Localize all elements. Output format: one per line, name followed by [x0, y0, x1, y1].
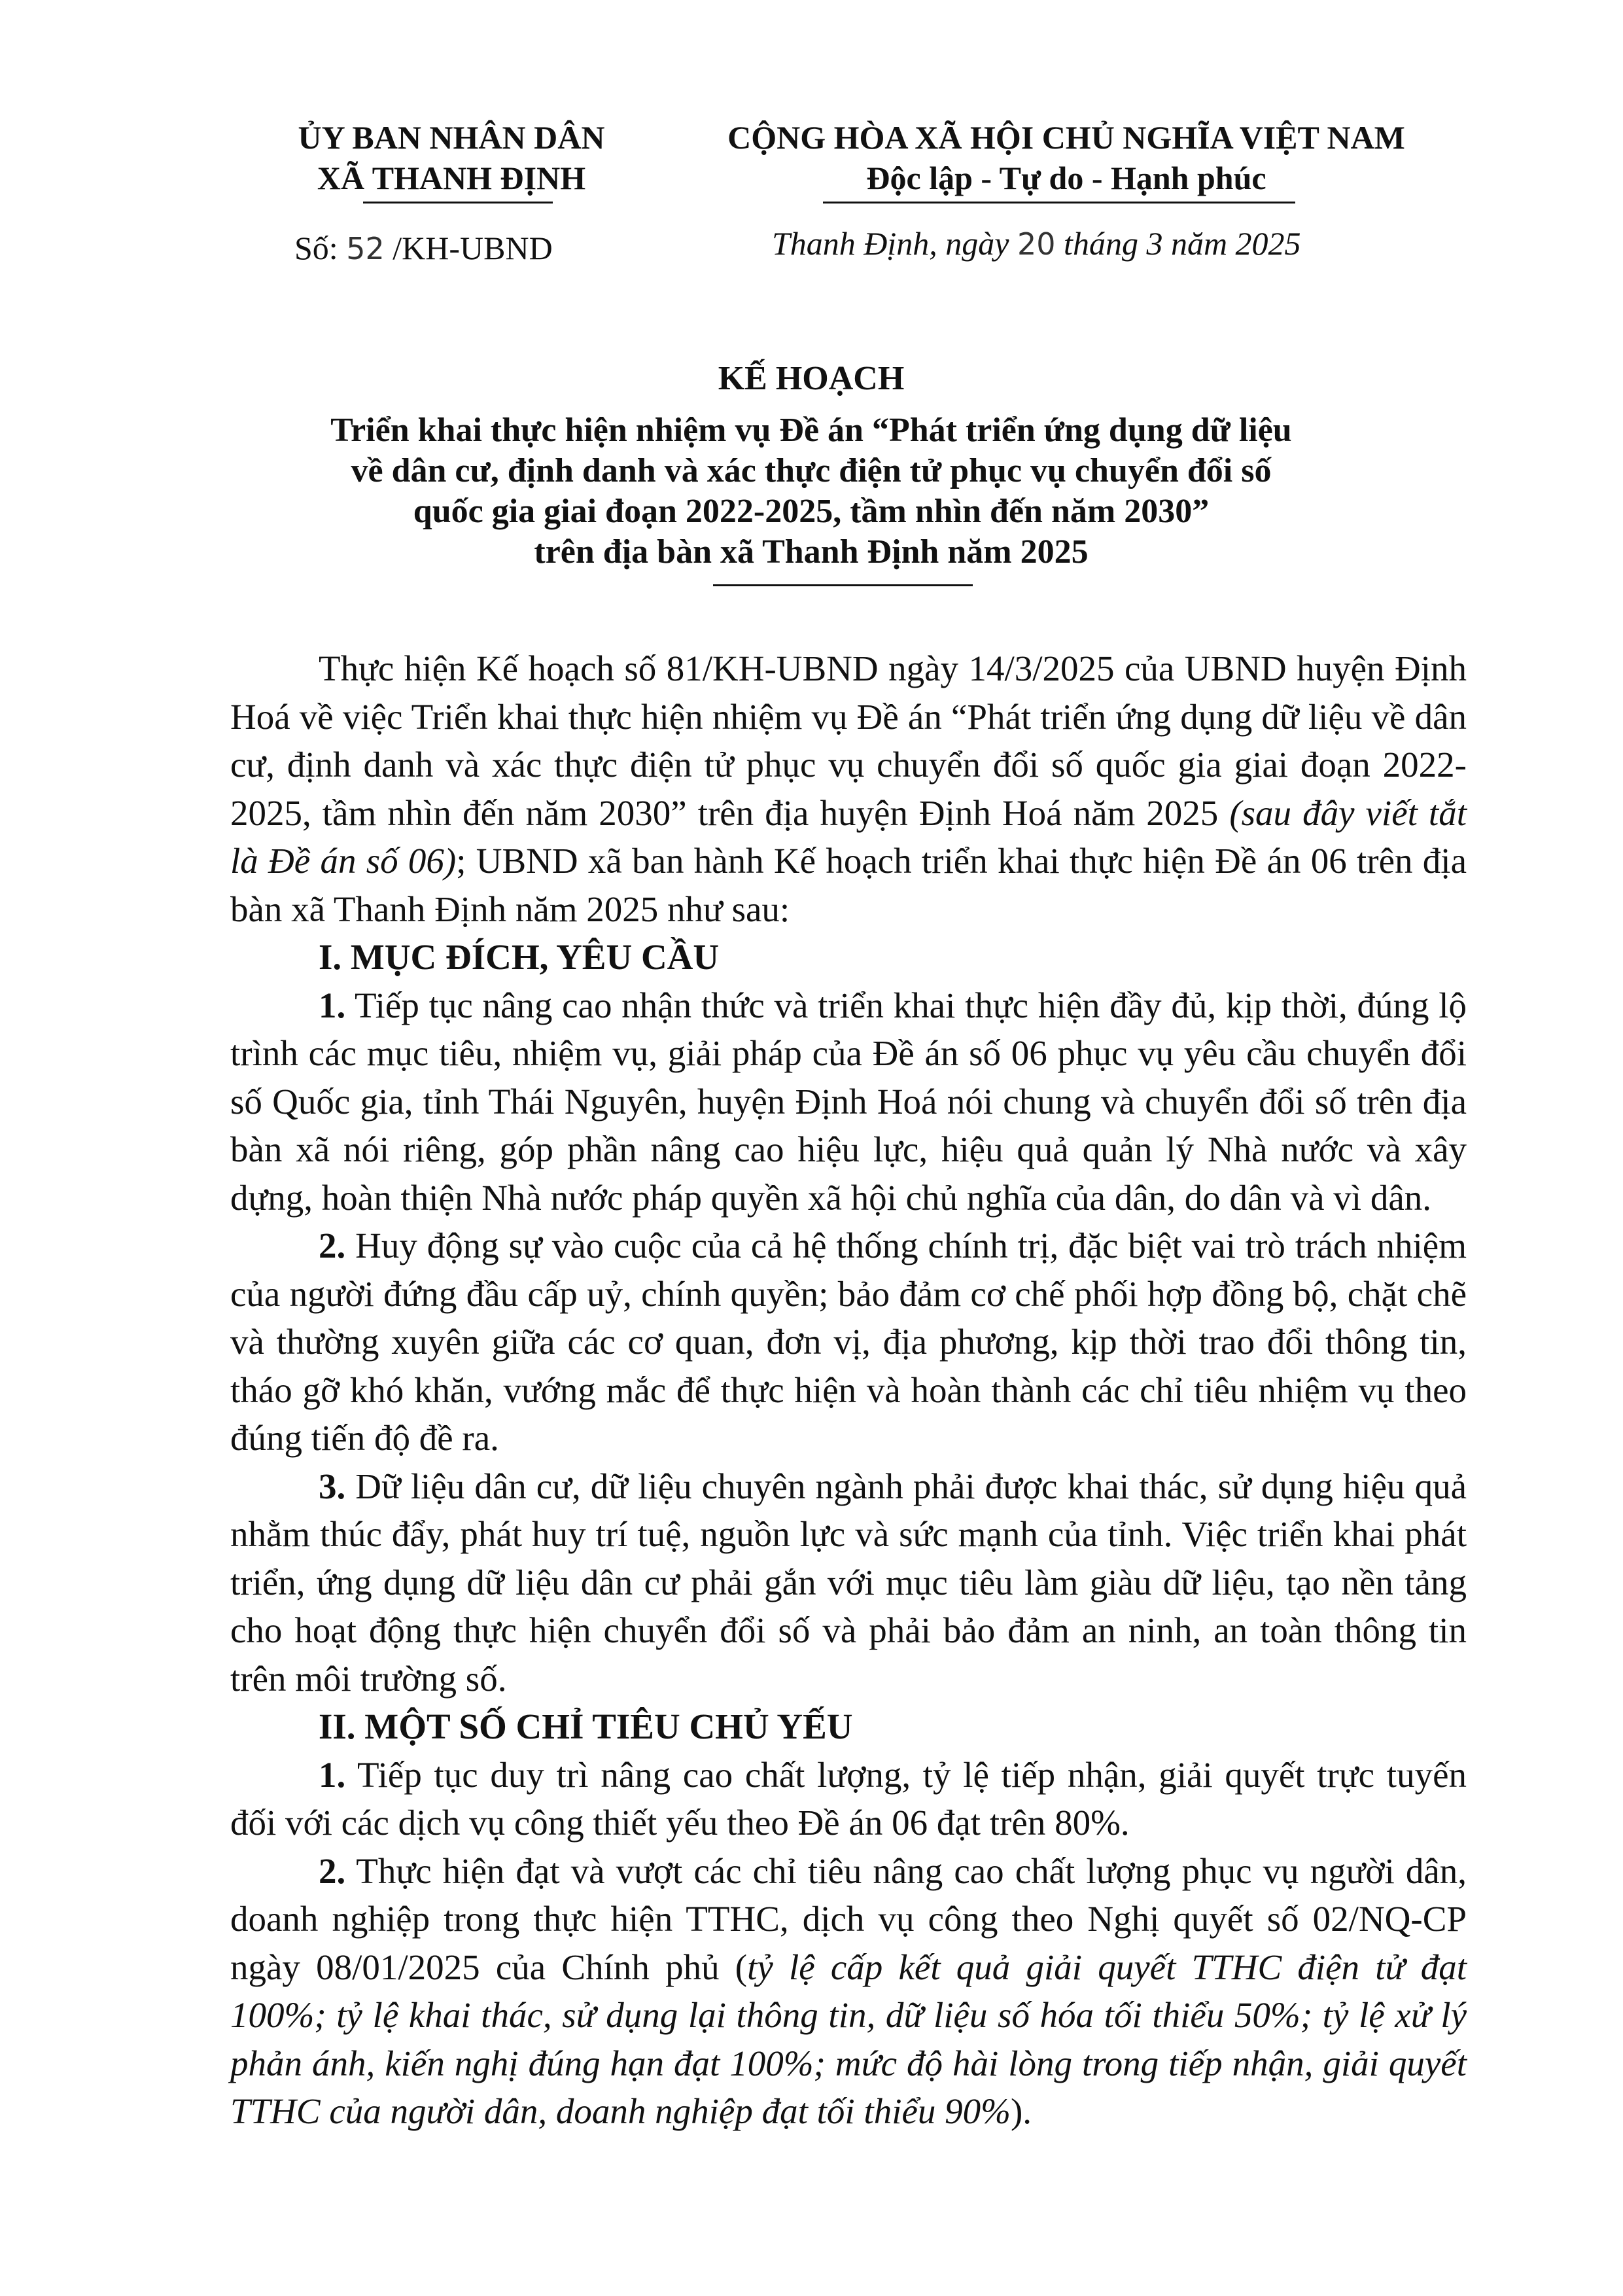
- item-text-a: Thực hiện đạt và vượt các chỉ tiêu nâng cao chất lượng phục vụ người dân, doanh nghiệp trong thực hiện TTHC, dịch vụ công theo Nghị quyết số 02/NQ-CP ngày 08/01/2025 của Chính phủ (: [230, 1850, 1467, 1987]
- title-line-3: quốc gia giai đoạn 2022-2025, tầm nhìn đến năm 2030”: [413, 493, 1210, 530]
- section-1-item-2: [230, 1222, 1467, 1462]
- place-date-prefix: Thanh Định, ngày: [772, 225, 1009, 262]
- title-underline: [713, 584, 973, 586]
- document-type-heading: KẾ HOẠCH: [718, 360, 905, 397]
- item-text-italic: tỷ lệ cấp kết quả giải quyết TTHC điện tử đạt 100%; tỷ lệ khai thác, sử dụng lại thông tin, dữ liệu số hóa tối thiểu 50%; tỷ lệ xử lý phản ánh, kiến nghị đúng hạn đạt 100%; mức độ hài lòng trong tiếp nhận, giải quyết TTHC của người dân, doanh nghiệp đạt tối thiểu 90%: [230, 1947, 1467, 2131]
- item-number: 3.: [319, 1466, 346, 1506]
- section-1-item-3: [230, 1462, 1467, 1703]
- section-2-heading: II. MỘT SỐ CHỈ TIÊU CHỦ YẾU: [319, 1706, 853, 1746]
- number-value: 52: [346, 231, 385, 266]
- place-date: [772, 222, 1301, 265]
- title-line-2: về dân cư, định danh và xác thực điện tử phục vụ chuyển đổi số: [351, 452, 1272, 489]
- intro-text-italic: (sau đây viết tắt là Đề án số 06): [230, 792, 1467, 881]
- item-text-b: ).: [1010, 2091, 1032, 2131]
- place-date-suffix: tháng 3 năm 2025: [1064, 225, 1301, 262]
- agency-name-line2: XÃ THANH ĐỊNH: [317, 160, 586, 196]
- item-text: Tiếp tục nâng cao nhận thức và triển khai thực hiện đầy đủ, kịp thời, đúng lộ trình các mục tiêu, nhiệm vụ, giải pháp của Đề án số 06 phục vụ yêu cầu chuyển đổi số Quốc gia, tỉnh Thái Nguyên, huyện Định Hoá nói chung và chuyển đổi số trên địa bàn xã nói riêng, góp phần nâng cao hiệu lực, hiệu quả quản lý Nhà nước và xây dựng, hoàn thiện Nhà nước pháp quyền xã hội chủ nghĩa của dân, do dân và vì dân.: [230, 985, 1467, 1218]
- item-number: 1.: [319, 985, 346, 1025]
- item-text: Dữ liệu dân cư, dữ liệu chuyên ngành phải được khai thác, sử dụng hiệu quả nhằm thúc đẩy, phát huy trí tuệ, nguồn lực và sức mạnh của tỉnh. Việc triển khai phát triển, ứng dụng dữ liệu dân cư phải gắn với mục tiêu làm giàu dữ liệu, tạo nền tảng cho hoạt động thực hiện chuyển đổi số và phải bảo đảm an ninh, an toàn thông tin trên môi trường số.: [230, 1466, 1467, 1699]
- title-line-1: Triển khai thực hiện nhiệm vụ Đề án “Phát triển ứng dụng dữ liệu: [330, 412, 1292, 449]
- intro-text-b: ; UBND xã ban hành Kế hoạch triển khai thực hiện Đề án 06 trên địa bàn xã Thanh Định năm 2025 như sau:: [230, 841, 1467, 929]
- item-number: 2.: [319, 1850, 346, 1891]
- agency-underline: [363, 202, 553, 203]
- motto-underline: [823, 202, 1295, 203]
- section-1-item-1: [230, 981, 1467, 1222]
- section-2-item-1: [230, 1751, 1467, 1847]
- number-suffix: /KH-UBND: [393, 230, 553, 266]
- document-body: [230, 645, 1467, 2136]
- item-number: 2.: [319, 1226, 346, 1265]
- intro-paragraph: [230, 645, 1467, 933]
- item-text: Huy động sự vào cuộc của cả hệ thống chính trị, đặc biệt vai trò trách nhiệm của người đứng đầu cấp uỷ, chính quyền; bảo đảm cơ chế phối hợp đồng bộ, chặt chẽ và thường xuyên giữa các cơ quan, đơn vị, địa phương, kịp thời trao đổi thông tin, tháo gỡ khó khăn, vướng mắc để thực hiện và hoàn thành các chỉ tiêu nhiệm vụ theo đúng tiến độ đề ra.: [230, 1226, 1467, 1458]
- number-prefix: Số:: [294, 230, 338, 266]
- national-motto: Độc lập - Tự do - Hạnh phúc: [866, 160, 1266, 196]
- title-line-4: trên địa bàn xã Thanh Định năm 2025: [534, 533, 1089, 571]
- agency-name-line1: ỦY BAN NHÂN DÂN: [298, 119, 605, 156]
- date-day: 20: [1017, 226, 1056, 262]
- item-number: 1.: [319, 1754, 346, 1795]
- document-number: [294, 227, 553, 270]
- national-title: CỘNG HÒA XÃ HỘI CHỦ NGHĨA VIỆT NAM: [727, 119, 1405, 156]
- intro-text-a: Thực hiện Kế hoạch số 81/KH-UBND ngày 14/3/2025 của UBND huyện Định Hoá về việc Triển khai thực hiện nhiệm vụ Đề án “Phát triển ứng dụng dữ liệu về dân cư, định danh và xác thực điện tử phục vụ chuyển đổi số quốc gia giai đoạn 2022-2025, tầm nhìn đến năm 2030” trên địa huyện Định Hoá năm 2025: [230, 648, 1467, 833]
- item-text: Tiếp tục duy trì nâng cao chất lượng, tỷ lệ tiếp nhận, giải quyết trực tuyến đối với các dịch vụ công thiết yếu theo Đề án 06 đạt trên 80%.: [230, 1754, 1467, 1843]
- section-2-item-2: [230, 1847, 1467, 2136]
- section-1-heading: I. MỤC ĐÍCH, YÊU CẦU: [319, 937, 720, 977]
